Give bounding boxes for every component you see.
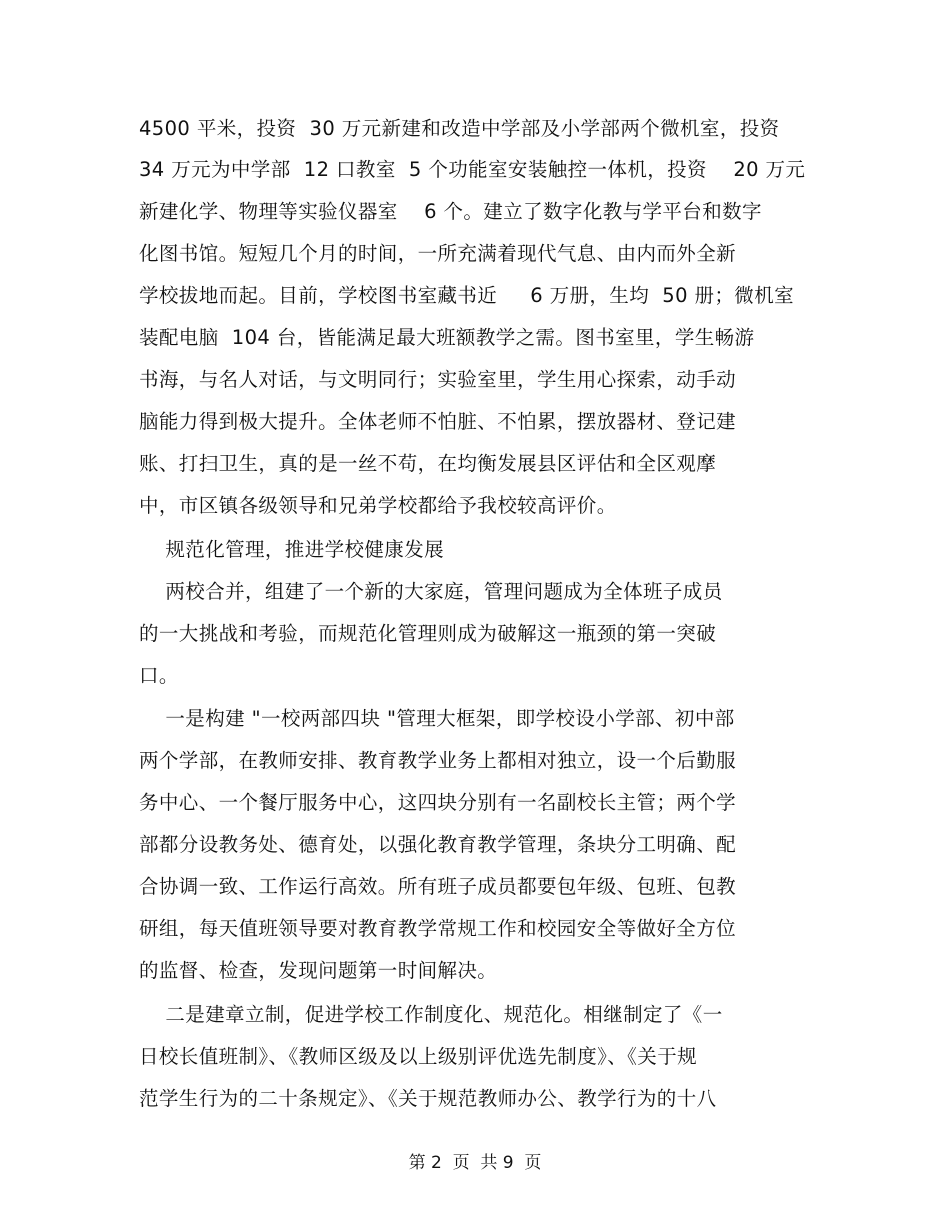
- text-line: 日校长值班制》、《教师区级及以上级别评优选先制度》、《关于规: [139, 1045, 698, 1068]
- text-line: 口。: [139, 664, 179, 687]
- text-line: 务中心、一个餐厅服务中心，这四块分别有一名副校长主管；两个学: [139, 791, 737, 814]
- text-line: 书海，与名人对话，与文明同行；实验室里，学生用心探索，动手动: [139, 368, 737, 391]
- text-line: 新建化学、物理等实验仪器室 6 个。建立了数字化教与学平台和数字: [139, 200, 762, 223]
- text-line: 中，市区镇各级领导和兄弟学校都给予我校较高评价。: [139, 494, 617, 517]
- section-heading: 规范化管理，推进学校健康发展: [139, 538, 444, 561]
- text-line: 部都分设教务处、德育处，以强化教育教学管理，条块分工明确、配: [139, 833, 737, 856]
- text-line: 研组，每天值班领导要对教育教学常规工作和校园安全等做好全方位: [139, 917, 737, 940]
- text-line: 学校拔地而起。目前，学校图书室藏书近 6 万册，生均 50 册；微机室: [139, 284, 795, 307]
- text-line: 脑能力得到极大提升。全体老师不怕脏、不怕累，摆放器材、登记建: [139, 410, 737, 433]
- text-line: 一是构建 "一校两部四块 "管理大框架，即学校设小学部、初中部: [139, 707, 735, 730]
- text-line: 范学生行为的二十条规定》、《关于规范教师办公、教学行为的十八: [139, 1087, 717, 1110]
- text-line: 的监督、检查，发现问题第一时间解决。: [139, 959, 498, 982]
- page-number-footer: 第 2 页 共 9 页: [408, 1153, 542, 1173]
- text-line: 账、打扫卫生，真的是一丝不苟，在均衡发展县区评估和全区观摩: [139, 452, 717, 475]
- text-line: 34 万元为中学部 12 口教室 5 个功能室安装触控一体机，投资 20 万元: [139, 158, 806, 181]
- text-line: 化图书馆。短短几个月的时间，一所充满着现代气息、由内而外全新: [139, 242, 737, 265]
- text-line: 二是建章立制，促进学校工作制度化、规范化。相继制定了《一: [139, 1003, 723, 1026]
- text-line: 4500 平米，投资 30 万元新建和改造中学部及小学部两个微机室，投资: [139, 117, 780, 140]
- text-line: 两校合并，组建了一个新的大家庭，管理问题成为全体班子成员: [139, 580, 723, 603]
- text-line: 合协调一致、工作运行高效。所有班子成员都要包年级、包班、包教: [139, 875, 737, 898]
- text-line: 装配电脑 104 台，皆能满足最大班额教学之需。图书室里，学生畅游: [139, 326, 755, 349]
- text-line: 的一大挑战和考验，而规范化管理则成为破解这一瓶颈的第一突破: [139, 622, 717, 645]
- text-line: 两个学部，在教师安排、教育教学业务上都相对独立，设一个后勤服: [139, 749, 737, 772]
